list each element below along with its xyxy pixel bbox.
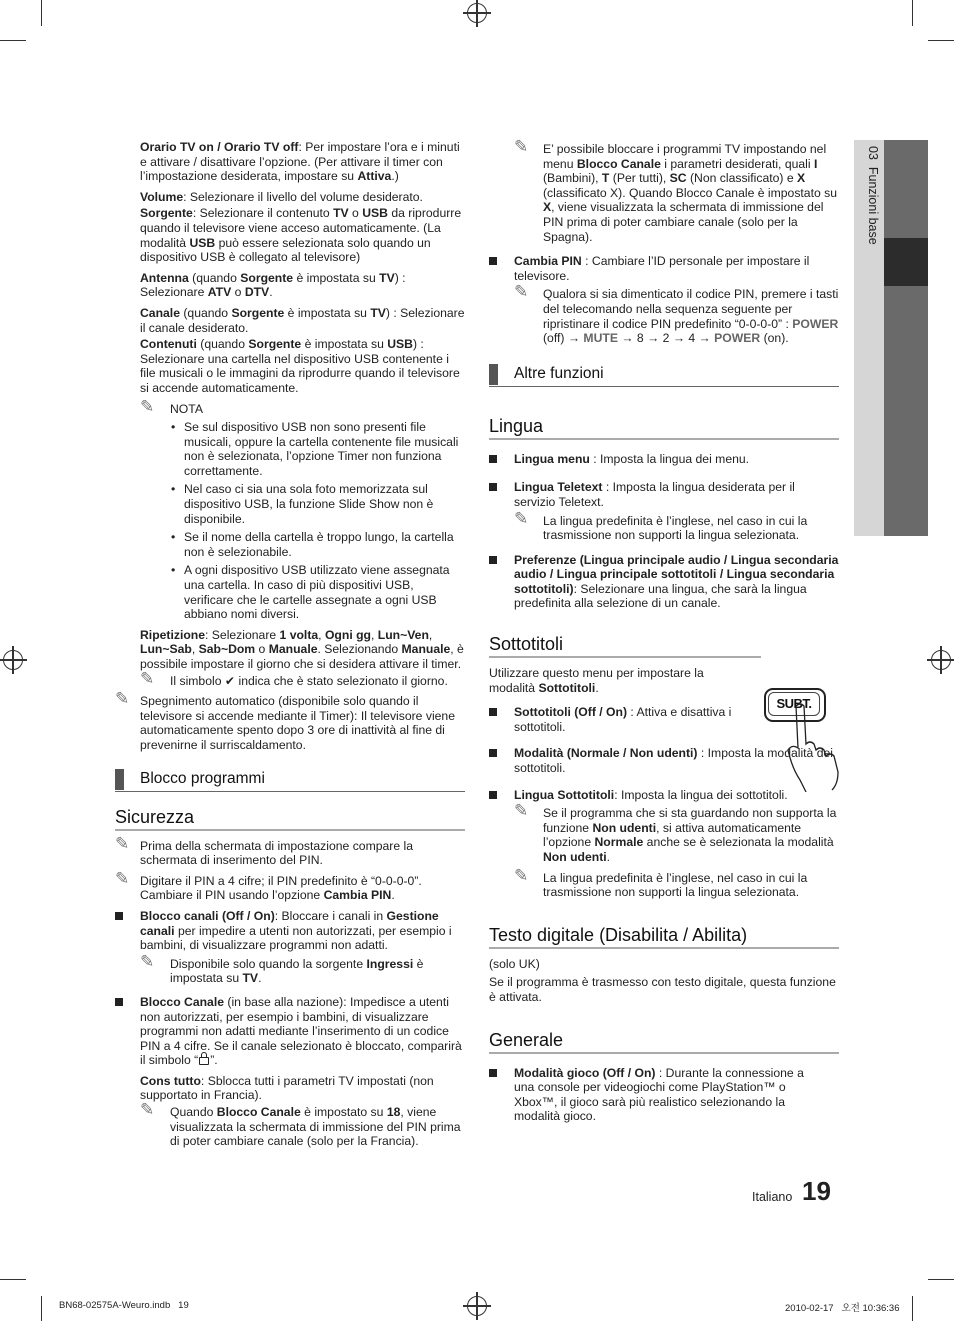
bullet-square-icon (489, 791, 497, 799)
right-column (489, 137, 839, 1133)
crop-mark (912, 1296, 913, 1321)
cambia-pin-item: Cambia PIN : Cambiare l’ID personale per impostare il televisore. ✎ Qualora si sia dimenticato il codice PIN, premere i tasti del telecomando nella sequenza seguente per ripristinare il codice PIN predefinito “0-0-0-0” : POWER (off) → MUTE → 8 → 2 → 4 → POWER (on). (489, 254, 839, 346)
cambia-pin-note: ✎ Qualora si sia dimenticato il codice PIN, premere i tasti del telecomando nella sequenza seguente per ripristinare il codice PIN predefinito “0-0-0-0” : POWER (off) → MUTE → 8 → 2 → 4 → POWER (on). (514, 282, 839, 346)
sottotitoli-item-1: Sottotitoli (Off / On) : Attiva e disattiva i sottotitoli. (489, 705, 751, 734)
list-item: • Se il nome della cartella è troppo lungo, la cartella non è selezionabile. (184, 530, 465, 559)
pointing-hand-icon (762, 684, 844, 792)
generale-heading: Generale (489, 1029, 839, 1054)
registration-mark-icon (467, 1296, 487, 1316)
bullet-square-icon (115, 998, 123, 1006)
sottotitoli-item-3: Lingua Sottotitoli: Imposta la lingua dei sottotitoli. ✎ Se il programma che si sta guardando non supporta la funzione Non udenti, si attiva automaticamente l’opzione Normale anche se è selezionata la modalità Non udenti. ✎ La lingua predefinita è l’inglese, nel caso in cui la trasmissione non supporti la lingua selezionata. (489, 788, 839, 900)
quando-note: ✎ Quando Blocco Canale è impostato su 18, viene visualizzata la schermata di immissione del PIN prima di poter cambiare canale (solo per la Francia). (140, 1100, 461, 1149)
chapter-label: 03 Funzioni base (866, 146, 880, 245)
crop-mark (41, 0, 42, 26)
blocco-canale-item: Blocco Canale (in base alla nazione): Impedisce a utenti non autorizzati, per esempio i bambini, di visualizzare programmi non adatti mediante l’inserimento di un codice PIN a 4 cifre. Se il canale selezionato è bloccato, comparirà il simbolo “ ”. Cons tutto: Sblocca tutti i parametri TV impostati (non supportato in Francia). ✎ Quando Blocco Canale è impostato su 18, viene visualizzata la schermata di immissione del PIN prima di poter cambiare canale (solo per la Francia). (115, 995, 465, 1149)
page-language: Italiano (752, 1190, 793, 1204)
list-item: • A ogni dispositivo USB utilizzato viene assegnata una cartella. In caso di più dispositivi USB, verificare che le cartelle assegnate a ogni USB abbiano nomi diversi. (184, 563, 465, 621)
pencil-note-icon: ✎ (115, 689, 130, 709)
altre-funzioni-heading: Altre funzioni (489, 364, 839, 387)
pencil-note-icon: ✎ (140, 1100, 155, 1120)
crop-mark (928, 40, 954, 41)
subt-button-label: SUBT. (768, 692, 820, 716)
simbolo-note: ✎ Il simbolo ✔ indica che è stato selezionato il giorno. (140, 668, 448, 688)
sicurezza-heading: Sicurezza (115, 806, 465, 831)
pencil-note-icon: ✎ (115, 833, 130, 853)
sottotitoli-heading: Sottotitoli (489, 633, 761, 658)
lingua-teletext-item: Lingua Teletext : Imposta la lingua desiderata per il servizio Teletext. ✎ La lingua predefinita è l’inglese, nel caso in cui la trasmissione non supporti la lingua selezionata. (489, 480, 839, 542)
left-column (115, 140, 465, 1158)
pencil-note-icon: ✎ (514, 508, 529, 528)
sicurezza-note-1: ✎ Prima della schermata di impostazione compare la schermata di inserimento del PIN. (115, 833, 413, 868)
nota-block (140, 396, 465, 417)
crop-mark (928, 1279, 954, 1280)
crop-mark (912, 0, 913, 26)
list-item: • Nel caso ci sia una sola foto memorizzata sul dispositivo USB, la funzione Slide Show non è disponibile. (184, 482, 465, 526)
print-date-info: 2010-02-17 오전 10:36:36 (785, 1303, 900, 1314)
solo-uk-text: (solo UK) (489, 956, 540, 971)
bullet-square-icon (489, 257, 497, 265)
checkmark-icon: ✔ (224, 673, 236, 688)
bullet-square-icon (489, 455, 497, 463)
bullet-square-icon (489, 708, 497, 716)
bullet-square-icon (489, 483, 497, 491)
preferenze-item: Preferenze (Lingua principale audio / Lingua secondaria audio / Lingua principale sottotitoli / Lingua secondaria sottotitoli): Selezionare una lingua, che sarà la lingua predefinita alla selezione di un canale. (489, 553, 839, 611)
sorgente-text: Sorgente: Selezionare il contenuto TV o USB da riprodurre quando il televisore viene acceso automaticamente. (La modalità USB può essere selezionata solo quando un dispositivo USB è collegato al televisore) (140, 206, 462, 265)
side-tab-dark (884, 140, 928, 536)
bullet-square-icon (489, 556, 497, 564)
sottotitoli-note-2: ✎ La lingua predefinita è l’inglese, nel caso in cui la trasmissione non supporti la lingua selezionata. (514, 865, 808, 900)
pencil-note-icon: ✎ (140, 951, 155, 971)
volume-text: Volume: Selezionare il livello del volume desiderato. (140, 189, 423, 204)
nota-list (140, 420, 465, 622)
spegnimento-note: ✎ Spegnimento automatico (disponibile solo quando il televisore si accende mediante il Timer): Il televisore viene automaticamente spento dopo 3 ore di inattività al fine di prevenirne il surriscaldamento. (115, 689, 455, 752)
testo-digitale-heading: Testo digitale (Disabilita / Abilita) (489, 924, 839, 949)
crop-mark (0, 40, 26, 41)
sicurezza-note-2: ✎ Digitare il PIN a 4 cifre; il PIN predefinito è “0-0-0-0”. Cambiare il PIN usando l’opzione Cambia PIN. (115, 868, 422, 903)
contenuti-text: Contenuti (quando Sorgente è impostata su USB) : Selezionare una cartella nel dispositivo USB contenente i file musicali o le immagini da riprodurre quando il televisore si accende automaticamente. (140, 337, 460, 395)
lock-icon (199, 1057, 209, 1065)
registration-mark-icon (3, 650, 23, 670)
blocco-canali-item: Blocco canali (Off / On): Bloccare i canali in Gestione canali per impedire a utenti non autorizzati, per esempio i bambini, di visualizzare programmi non adatti. ✎ Disponibile solo quando la sorgente Ingressi è impostata su TV. (115, 909, 465, 986)
sottotitoli-item-2: Modalità (Normale / Non udenti) : Imposta la modalità dei sottotitoli. (489, 746, 839, 775)
print-file-info: BN68-02575A-Weuro.indb 19 (59, 1300, 189, 1311)
pencil-note-icon: ✎ (140, 668, 155, 688)
pencil-note-icon: ✎ (514, 137, 529, 156)
ripetizione-text: Ripetizione: Selezionare 1 volta, Ogni gg, Lun~Ven, Lun~Sab, Sab~Dom o Manuale. Selezionando Manuale, è possibile impostare il giorno che si desidera attivare il timer. (140, 627, 464, 671)
pencil-note-icon: ✎ (115, 868, 130, 888)
sottotitoli-intro: Utilizzare questo menu per impostare la modalità Sottotitoli. (489, 666, 704, 695)
spagna-note: ✎ E’ possibile bloccare i programmi TV impostando nel menu Blocco Canale i parametri desiderati, quali I (Bambini), T (Per tutti), SC (Non classificato) e X (classificato X). Quando Blocco Canale è impostato su X, viene visualizzata la schermata di immissione del PIN prima di poter cambiare canale (solo per la Spagna). (514, 137, 837, 244)
pencil-note-icon: ✎ (140, 396, 155, 416)
lingua-menu-item: Lingua menu : Imposta la lingua dei menu. (489, 452, 839, 467)
crop-mark (0, 1279, 26, 1280)
subt-button-illustration (762, 684, 844, 792)
antenna-text: Antenna (quando Sorgente è impostata su TV) : Selezionare ATV o DTV. (140, 270, 406, 300)
nota-label: NOTA (170, 401, 203, 416)
lingua-heading: Lingua (489, 415, 839, 440)
pencil-note-icon: ✎ (514, 801, 529, 821)
registration-mark-icon (931, 650, 951, 670)
ingressi-note: ✎ Disponibile solo quando la sorgente Ingressi è impostata su TV. (140, 951, 424, 986)
list-item: • Se sul dispositivo USB non sono presenti file musicali, oppure la cartella contenente file musicali non è selezionata, l’opzione Timer non funziona correttamente. (184, 420, 465, 478)
testo-digitale-text: Se il programma è trasmesso con testo digitale, questa funzione è attivata. (489, 975, 836, 1004)
canale-text: Canale (quando Sorgente è impostata su TV) : Selezionare il canale desiderato. (140, 305, 465, 335)
modalita-gioco-item: Modalità gioco (Off / On) : Durante la connessione a una console per videogiochi come PlayStation™ o Xbox™, il gioco sarà più realistico selezionando la modalità gioco. (489, 1066, 809, 1124)
orario-text: Orario TV on / Orario TV off: Per impostare l’ora e i minuti e attivare / disattivare l’opzione. (Per attivare il timer con l’impostazione desiderata, impostare su Attiva.) (140, 140, 460, 184)
pencil-note-icon: ✎ (514, 282, 529, 302)
bullet-square-icon (489, 1069, 497, 1077)
registration-mark-icon (467, 3, 487, 23)
blocco-programmi-heading: Blocco programmi (115, 769, 465, 792)
bullet-square-icon (489, 749, 497, 757)
lingua-note: ✎ La lingua predefinita è l’inglese, nel caso in cui la trasmissione non supporti la lingua selezionata. (514, 508, 808, 543)
pencil-note-icon: ✎ (514, 865, 529, 885)
crop-mark (41, 1296, 42, 1321)
side-tab-marker (884, 238, 928, 286)
bullet-square-icon (115, 912, 123, 920)
page-number: 19 (802, 1176, 831, 1206)
sottotitoli-note-1: ✎ Se il programma che si sta guardando non supporta la funzione Non udenti, si attiva automaticamente l’opzione Normale anche se è selezionata la modalità Non udenti. (514, 801, 837, 864)
